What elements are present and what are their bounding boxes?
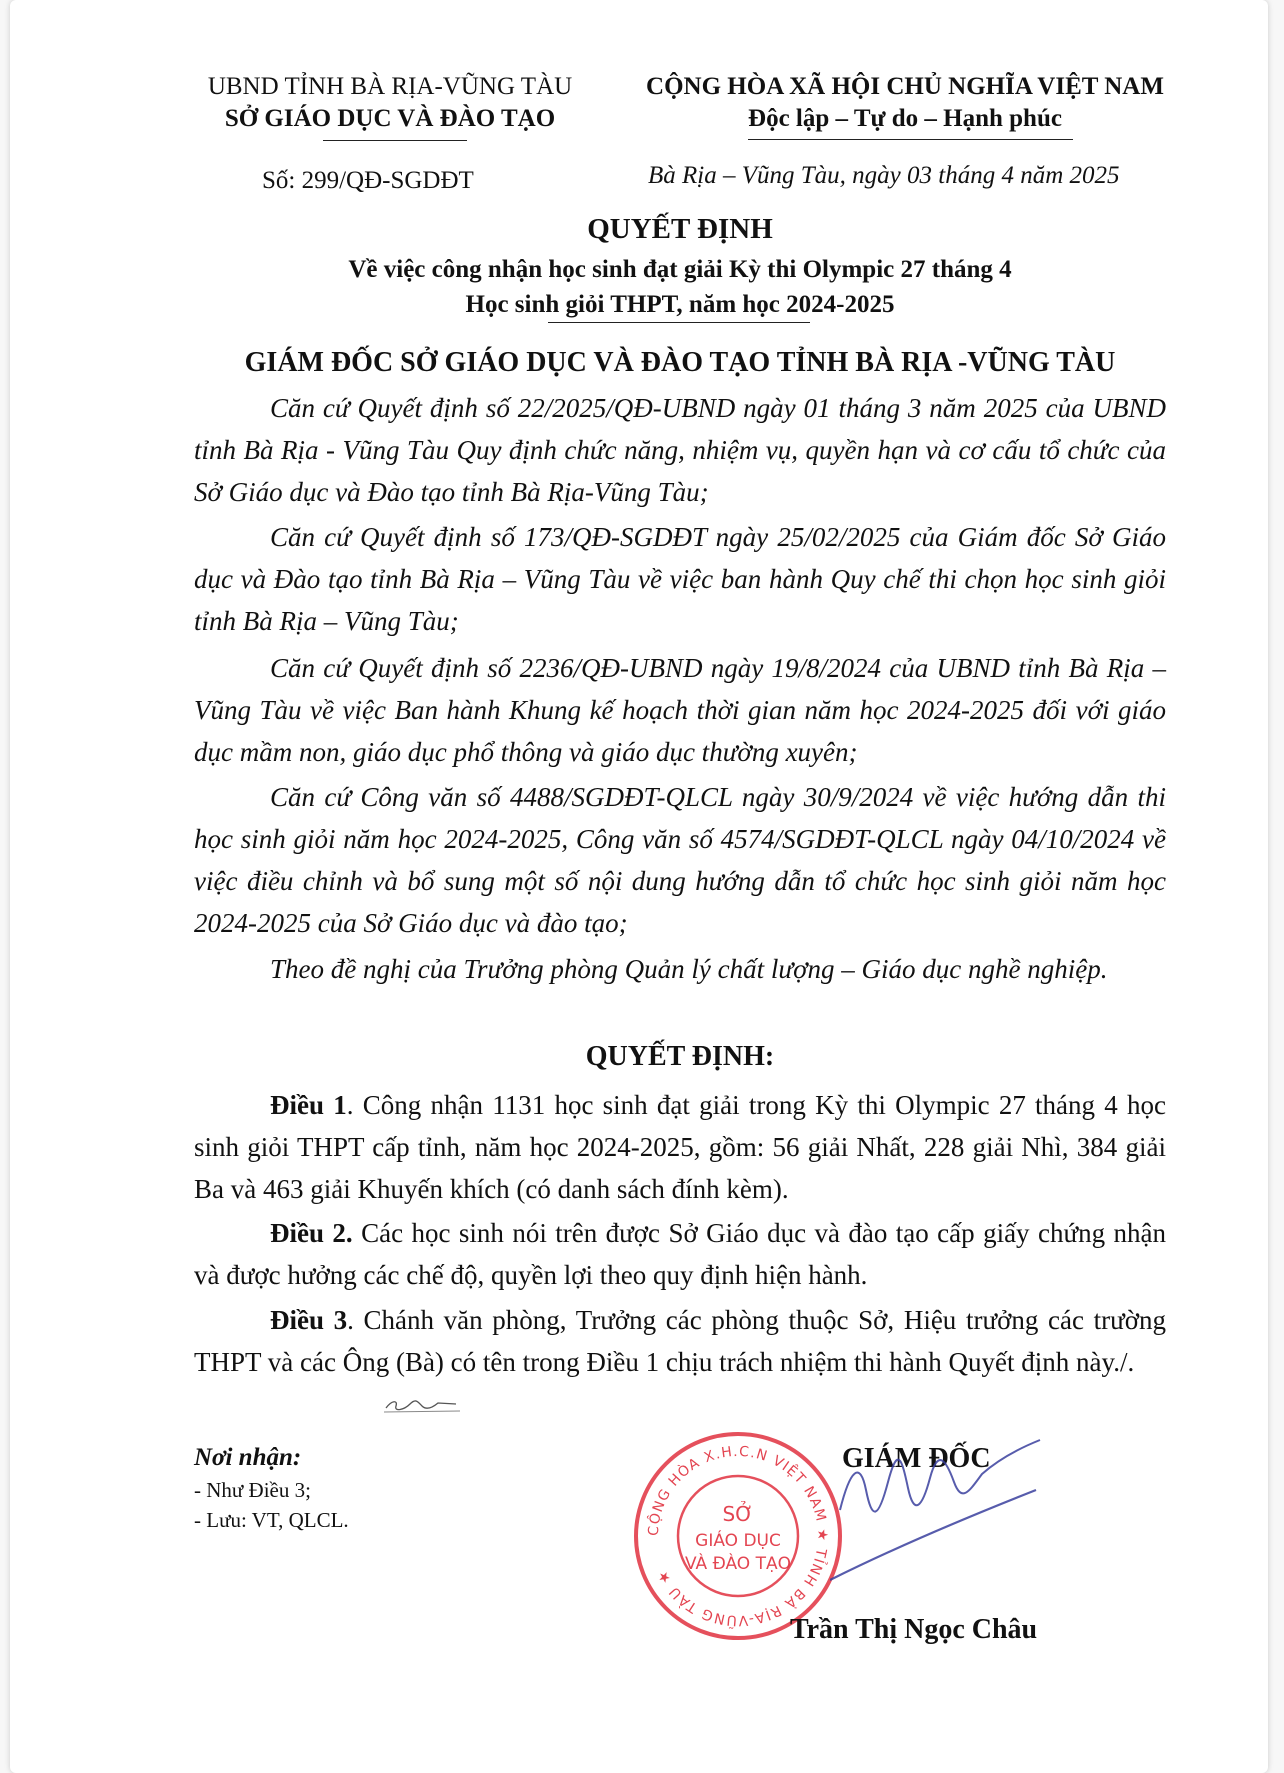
svg-text:CỘNG HÒA X.H.C.N VIỆT NAM ★ TỈ: CỘNG HÒA X.H.C.N VIỆT NAM ★ TỈNH BÀ RỊA-VŨNG TÀU ★ [645, 1443, 831, 1629]
legal-basis-2: Căn cứ Quyết định số 173/QĐ-SGDĐT ngày 25/02/2025 của Giám đốc Sở Giáo dục và Đào tạo tỉnh Bà Rịa – Vũng Tàu về việc ban hành Quy chế thi chọn học sinh giỏi tỉnh Bà Rịa – Vũng Tàu; [194, 522, 1166, 636]
article-3-label: Điều 3 [270, 1305, 348, 1335]
proposal-basis: Theo đề nghị của Trưởng phòng Quản lý chất lượng – Giáo dục nghề nghiệp. [270, 954, 1108, 984]
issuer-department: SỞ GIÁO DỤC VÀ ĐÀO TẠO [224, 105, 556, 132]
signer-position: GIÁM ĐỐC [842, 1443, 991, 1474]
handwritten-signature [830, 1420, 1050, 1590]
document-title: QUYẾT ĐỊNH [587, 213, 773, 245]
article-1-label: Điều 1 [270, 1090, 347, 1120]
article-3: Điều 3. Chánh văn phòng, Trưởng các phòng thuộc Sở, Hiệu trưởng các trường THPT và các Ông (Bà) có tên trong Điều 1 chịu trách nhiệm thi hành Quyết định này./. [194, 1305, 1166, 1377]
decision-heading: QUYẾT ĐỊNH: [585, 1041, 775, 1072]
issuer-underline [323, 140, 467, 141]
legal-basis-1: Căn cứ Quyết định số 22/2025/QĐ-UBND ngày 01 tháng 3 năm 2025 của UBND tỉnh Bà Rịa - Vũng Tàu Quy định chức năng, nhiệm vụ, quyền hạn và cơ cấu tổ chức của Sở Giáo dục và Đào tạo tỉnh Bà Rịa-Vũng Tàu; [194, 393, 1166, 507]
article-2-label: Điều 2. [270, 1218, 353, 1248]
national-title: CỘNG HÒA XÃ HỘI CHỦ NGHĨA VIỆT NAM [646, 73, 1164, 100]
title-underline [548, 322, 810, 323]
legal-basis-4: Căn cứ Công văn số 4488/SGDĐT-QLCL ngày 30/9/2024 về việc hướng dẫn thi học sinh giỏi năm học 2024-2025, Công văn số 4574/SGDĐT-QLCL ngày 04/10/2024 về việc điều chỉnh và bổ sung một số nội dung hướng dẫn tổ chức học sinh giỏi năm học 2024-2025 của Sở Giáo dục và đào tạo; [194, 782, 1166, 938]
svg-text:VÀ ĐÀO TẠO: VÀ ĐÀO TẠO [685, 1554, 791, 1574]
signer-name: Trần Thị Ngọc Châu [790, 1614, 1038, 1645]
article-2: Điều 2. Các học sinh nói trên được Sở Giáo dục và đào tạo cấp giấy chứng nhận và được hưởng các chế độ, quyền lợi theo quy định hiện hành. [194, 1218, 1166, 1290]
national-motto: Độc lập – Tự do – Hạnh phúc [748, 105, 1062, 132]
svg-text:SỞ: SỞ [722, 1502, 754, 1526]
recipient-item: - Như Điều 3; [194, 1478, 311, 1502]
title-subject-line2: Học sinh giỏi THPT, năm học 2024-2025 [465, 291, 895, 318]
national-motto-block [630, 71, 1180, 135]
recipients [194, 1441, 349, 1535]
motto-underline [748, 139, 1073, 140]
initials-scribble [382, 1392, 462, 1416]
recipients-heading: Nơi nhận: [194, 1444, 302, 1471]
article-1: Điều 1. Công nhận 1131 học sinh đạt giải trong Kỳ thi Olympic 27 tháng 4 học sinh giỏi THPT cấp tỉnh, năm học 2024-2025, gồm: 56 giải Nhất, 228 giải Nhì, 384 giải Ba và 463 giải Khuyến khích (có danh sách đính kèm). [194, 1090, 1167, 1204]
place-date: Bà Rịa – Vũng Tàu, ngày 03 tháng 4 năm 2025 [648, 162, 1120, 189]
recipient-item: - Lưu: VT, QLCL. [194, 1508, 349, 1532]
authority-heading: GIÁM ĐỐC SỞ GIÁO DỤC VÀ ĐÀO TẠO TỈNH BÀ RỊA -VŨNG TÀU [244, 347, 1116, 378]
svg-text:GIÁO DỤC: GIÁO DỤC [695, 1531, 781, 1551]
date-day: 03 [907, 162, 933, 189]
legal-basis-3: Căn cứ Quyết định số 2236/QĐ-UBND ngày 19/8/2024 của UBND tỉnh Bà Rịa – Vũng Tàu về việc Ban hành Khung kế hoạch thời gian năm học 2024-2025 đối với giáo dục mầm non, giáo dục phổ thông và giáo dục thường xuyên; [194, 653, 1166, 767]
issuer-block [190, 71, 590, 135]
document-number: Số: 299/QĐ-SGDĐT [262, 167, 474, 194]
issuer-province: UBND TỈNH BÀ RỊA-VŨNG TÀU [207, 73, 573, 100]
title-subject-line1: Về việc công nhận học sinh đạt giải Kỳ thi Olympic 27 tháng 4 [348, 256, 1012, 283]
